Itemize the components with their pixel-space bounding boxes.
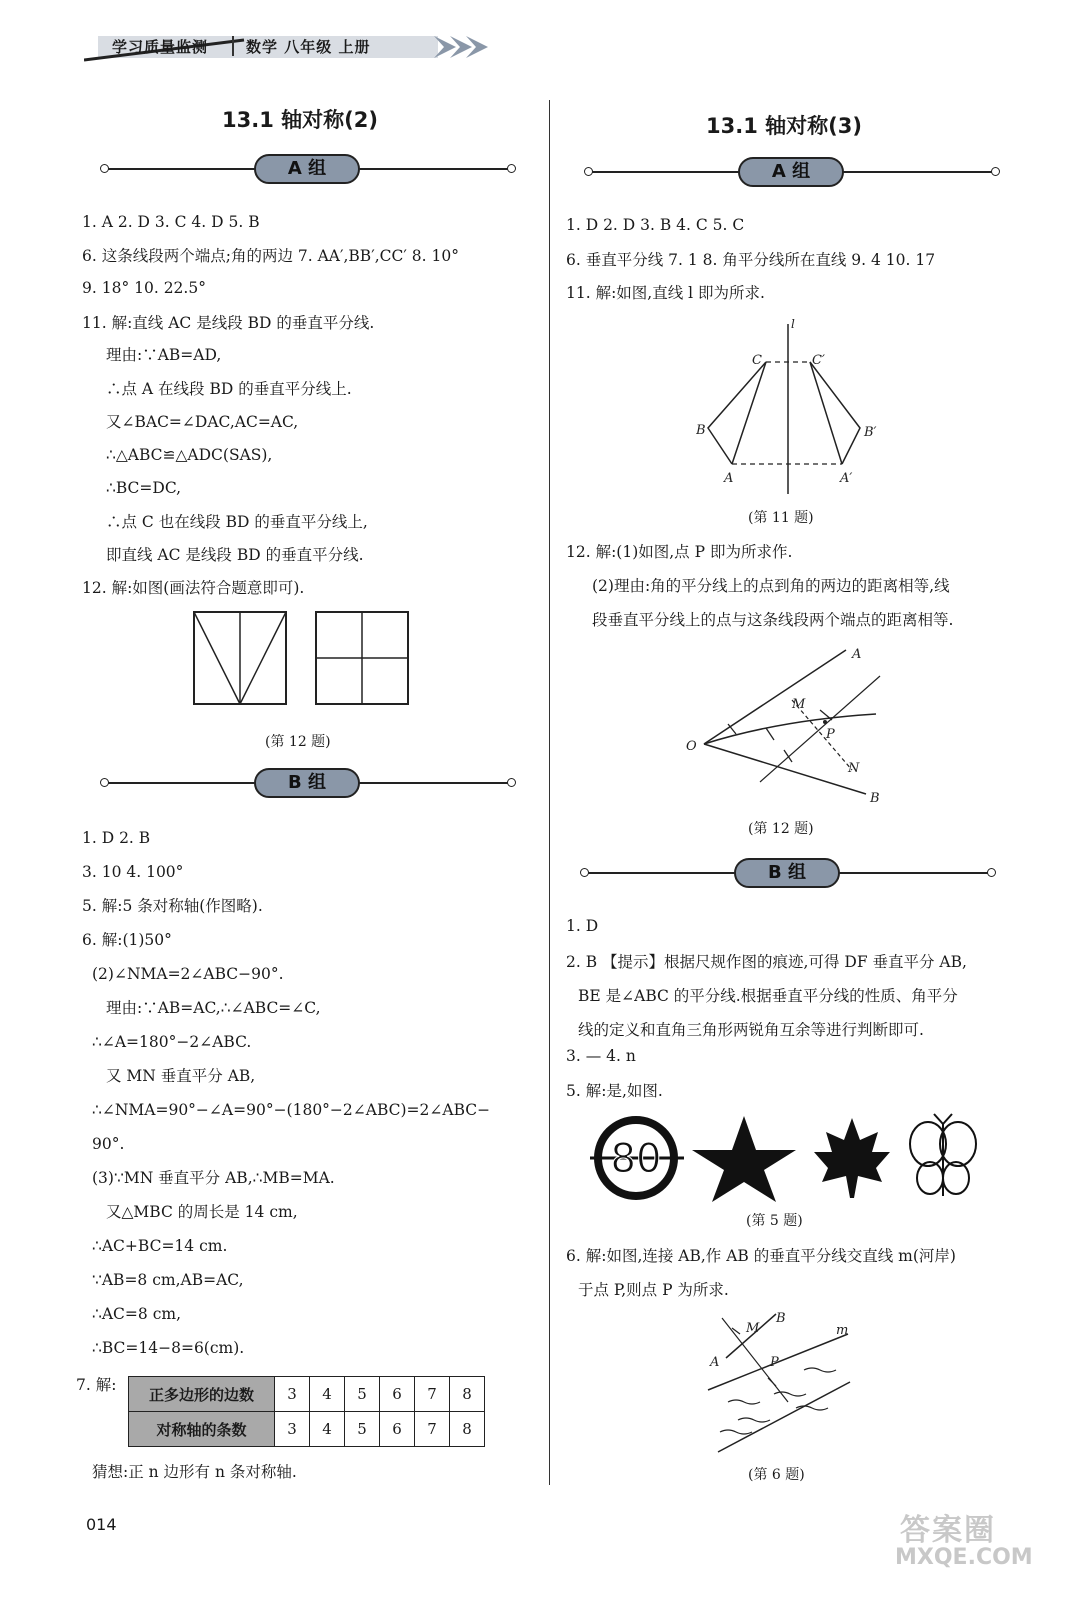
symmetry-table [128, 1376, 485, 1447]
right-b-line: 于点 P,则点 P 为所求. [578, 1281, 729, 1299]
left-fig12-caption: (第 12 题) [265, 734, 331, 750]
fig11-label: l [791, 317, 795, 331]
table-header-cell: 对称轴的条数 [129, 1412, 275, 1447]
left-b-line: ∴∠A=180°−2∠ABC. [92, 1033, 252, 1051]
left-a-line: ∴BC=DC, [106, 479, 182, 497]
fig11-reflection-diagram [696, 316, 886, 496]
left-a-line: ∴点 A 在线段 BD 的垂直平分线上. [106, 380, 352, 398]
left-section-title: 13.1 轴对称(2) [222, 108, 378, 132]
table-cell: 7 [415, 1412, 450, 1447]
watermark-url: MXQE.COM [895, 1545, 1033, 1570]
fig6-label: A [710, 1355, 720, 1370]
left-a-line: ∴点 C 也在线段 BD 的垂直平分线上, [106, 513, 368, 531]
left-a-line: 11. 解:直线 AC 是线段 BD 的垂直平分线. [82, 314, 375, 332]
left-a-line: ∴△ABC≌△ADC(SAS), [106, 446, 273, 464]
table-row [129, 1377, 485, 1412]
speed-sign-text: 80 [610, 1136, 662, 1182]
fig11-label: A′ [840, 471, 853, 486]
table-cell: 8 [450, 1377, 485, 1412]
fig11-label: C′ [812, 353, 825, 368]
fig12-label: M [792, 697, 806, 712]
right-fig11-caption: (第 11 题) [748, 510, 814, 526]
fig6-label: B [776, 1311, 786, 1326]
left-b-line: (3)∵MN 垂直平分 AB,∴MB=MA. [92, 1169, 335, 1187]
left-b-line: 90°. [92, 1135, 125, 1153]
fig11-label: C [752, 353, 762, 368]
right-a-line: 11. 解:如图,直线 l 即为所求. [566, 284, 765, 302]
right-group-a-divider [588, 157, 996, 187]
left-group-b-label: B 组 [254, 768, 360, 798]
column-divider [549, 100, 550, 1485]
left-b-line: ∴AC=8 cm, [92, 1305, 181, 1323]
right-fig12-caption: (第 12 题) [748, 821, 814, 837]
right-b-line: 5. 解:是,如图. [566, 1082, 663, 1100]
right-fig6-caption: (第 6 题) [748, 1467, 805, 1483]
fig12-label: O [686, 739, 697, 754]
speed-sign-icon [590, 1120, 684, 1196]
left-b-line: ∵AB=8 cm,AB=AC, [92, 1271, 244, 1289]
table-cell: 4 [310, 1412, 345, 1447]
right-b-line: 3. — 4. n [566, 1047, 636, 1065]
right-fig5-caption: (第 5 题) [746, 1213, 803, 1229]
left-b-line: 又 MN 垂直平分 AB, [106, 1067, 256, 1085]
right-a-line: 12. 解:(1)如图,点 P 即为所求作. [566, 543, 793, 561]
right-b-line: 2. B 【提示】根据尺规作图的痕迹,可得 DF 垂直平分 AB, [566, 953, 967, 971]
star-icon [692, 1116, 796, 1202]
left-b-line: (2)∠NMA=2∠ABC−90°. [92, 965, 284, 983]
table-header-cell: 正多边形的边数 [129, 1377, 275, 1412]
left-guess: 猜想:正 n 边形有 n 条对称轴. [92, 1463, 297, 1481]
table-cell: 5 [345, 1412, 380, 1447]
right-b-line: 1. D [566, 917, 599, 935]
left-group-a-label: A 组 [254, 154, 360, 184]
header-brand: 学习质量监测 [112, 38, 209, 56]
left-b-line: ∴BC=14−8=6(cm). [92, 1339, 245, 1357]
header-subtitle: 数学 八年级 上册 [246, 38, 371, 56]
fig6-label: m [836, 1323, 849, 1338]
left-b-line: ∴AC+BC=14 cm. [92, 1237, 228, 1255]
left-b-line: 3. 10 4. 100° [82, 863, 184, 881]
right-a-line: 段垂直平分线上的点与这条线段两个端点的距离相等. [592, 611, 954, 629]
left-a-line: 9. 18° 10. 22.5° [82, 279, 206, 297]
left-a-line: 1. A 2. D 3. C 4. D 5. B [82, 213, 260, 231]
right-b-line: 线的定义和直角三角形两锐角互余等进行判断即可. [578, 1021, 924, 1039]
left-a-line: 即直线 AC 是线段 BD 的垂直平分线. [106, 546, 364, 564]
left-a-line: 理由:∵AB=AD, [106, 346, 222, 364]
right-group-b-label: B 组 [734, 858, 840, 888]
fig12-label: A [852, 647, 862, 662]
right-group-a-label: A 组 [738, 157, 844, 187]
left-b-line: 5. 解:5 条对称轴(作图略). [82, 897, 263, 915]
fig12-square-divisions [190, 610, 415, 706]
table-cell: 5 [345, 1377, 380, 1412]
fig6-river-diagram [704, 1306, 864, 1456]
left-group-a-divider [104, 154, 512, 184]
right-b-line: BE 是∠ABC 的平分线.根据垂直平分线的性质、角平分 [578, 987, 958, 1005]
fig12-label: P [826, 727, 835, 742]
left-b-line: ∴∠NMA=90°−∠A=90°−(180°−2∠ABC)=2∠ABC− [92, 1101, 491, 1119]
left-a-line: 又∠BAC=∠DAC,AC=AC, [106, 413, 299, 431]
right-a-line: 1. D 2. D 3. B 4. C 5. C [566, 216, 745, 234]
fig5-symmetric-shapes [590, 1112, 980, 1204]
fig12-label: B [870, 791, 880, 806]
table-row [129, 1412, 485, 1447]
left-b-line: 理由:∵AB=AC,∴∠ABC=∠C, [106, 999, 321, 1017]
left-group-b-divider [104, 768, 512, 798]
table-cell: 6 [380, 1377, 415, 1412]
table-cell: 7 [415, 1377, 450, 1412]
right-section-title: 13.1 轴对称(3) [706, 114, 862, 138]
table-cell: 3 [275, 1377, 310, 1412]
maple-leaf-icon [814, 1118, 890, 1198]
left-b-line: 又△MBC 的周长是 14 cm, [106, 1203, 298, 1221]
left-a-line: 12. 解:如图(画法符合题意即可). [82, 579, 305, 597]
right-a-line: (2)理由:角的平分线上的点到角的两边的距离相等,线 [592, 577, 950, 595]
left-b-line: 1. D 2. B [82, 829, 151, 847]
right-a-line: 6. 垂直平分线 7. 1 8. 角平分线所在直线 9. 4 10. 17 [566, 251, 936, 269]
left-b-line: 6. 解:(1)50° [82, 931, 172, 949]
table-cell: 3 [275, 1412, 310, 1447]
fig6-label: M [746, 1321, 760, 1336]
fig11-label: B [696, 423, 706, 438]
right-group-b-divider [584, 858, 992, 888]
fig6-label: P [770, 1355, 779, 1370]
butterfly-icon [910, 1114, 976, 1196]
fig11-label: A [724, 471, 734, 486]
left-q7-label: 7. 解: [76, 1376, 117, 1394]
left-a-line: 6. 这条线段两个端点;角的两边 7. AA′,BB′,CC′ 8. 10° [82, 247, 459, 265]
table-cell: 6 [380, 1412, 415, 1447]
fig11-label: B′ [864, 425, 877, 440]
table-cell: 8 [450, 1412, 485, 1447]
header-separator [232, 36, 234, 56]
fig12-angle-bisector-diagram [680, 642, 890, 807]
watermark-logo: 答案圈 [900, 1513, 996, 1548]
page-number: 014 [86, 1515, 117, 1534]
right-b-line: 6. 解:如图,连接 AB,作 AB 的垂直平分线交直线 m(河岸) [566, 1247, 956, 1265]
table-cell: 4 [310, 1377, 345, 1412]
fig12-label: N [848, 761, 860, 776]
